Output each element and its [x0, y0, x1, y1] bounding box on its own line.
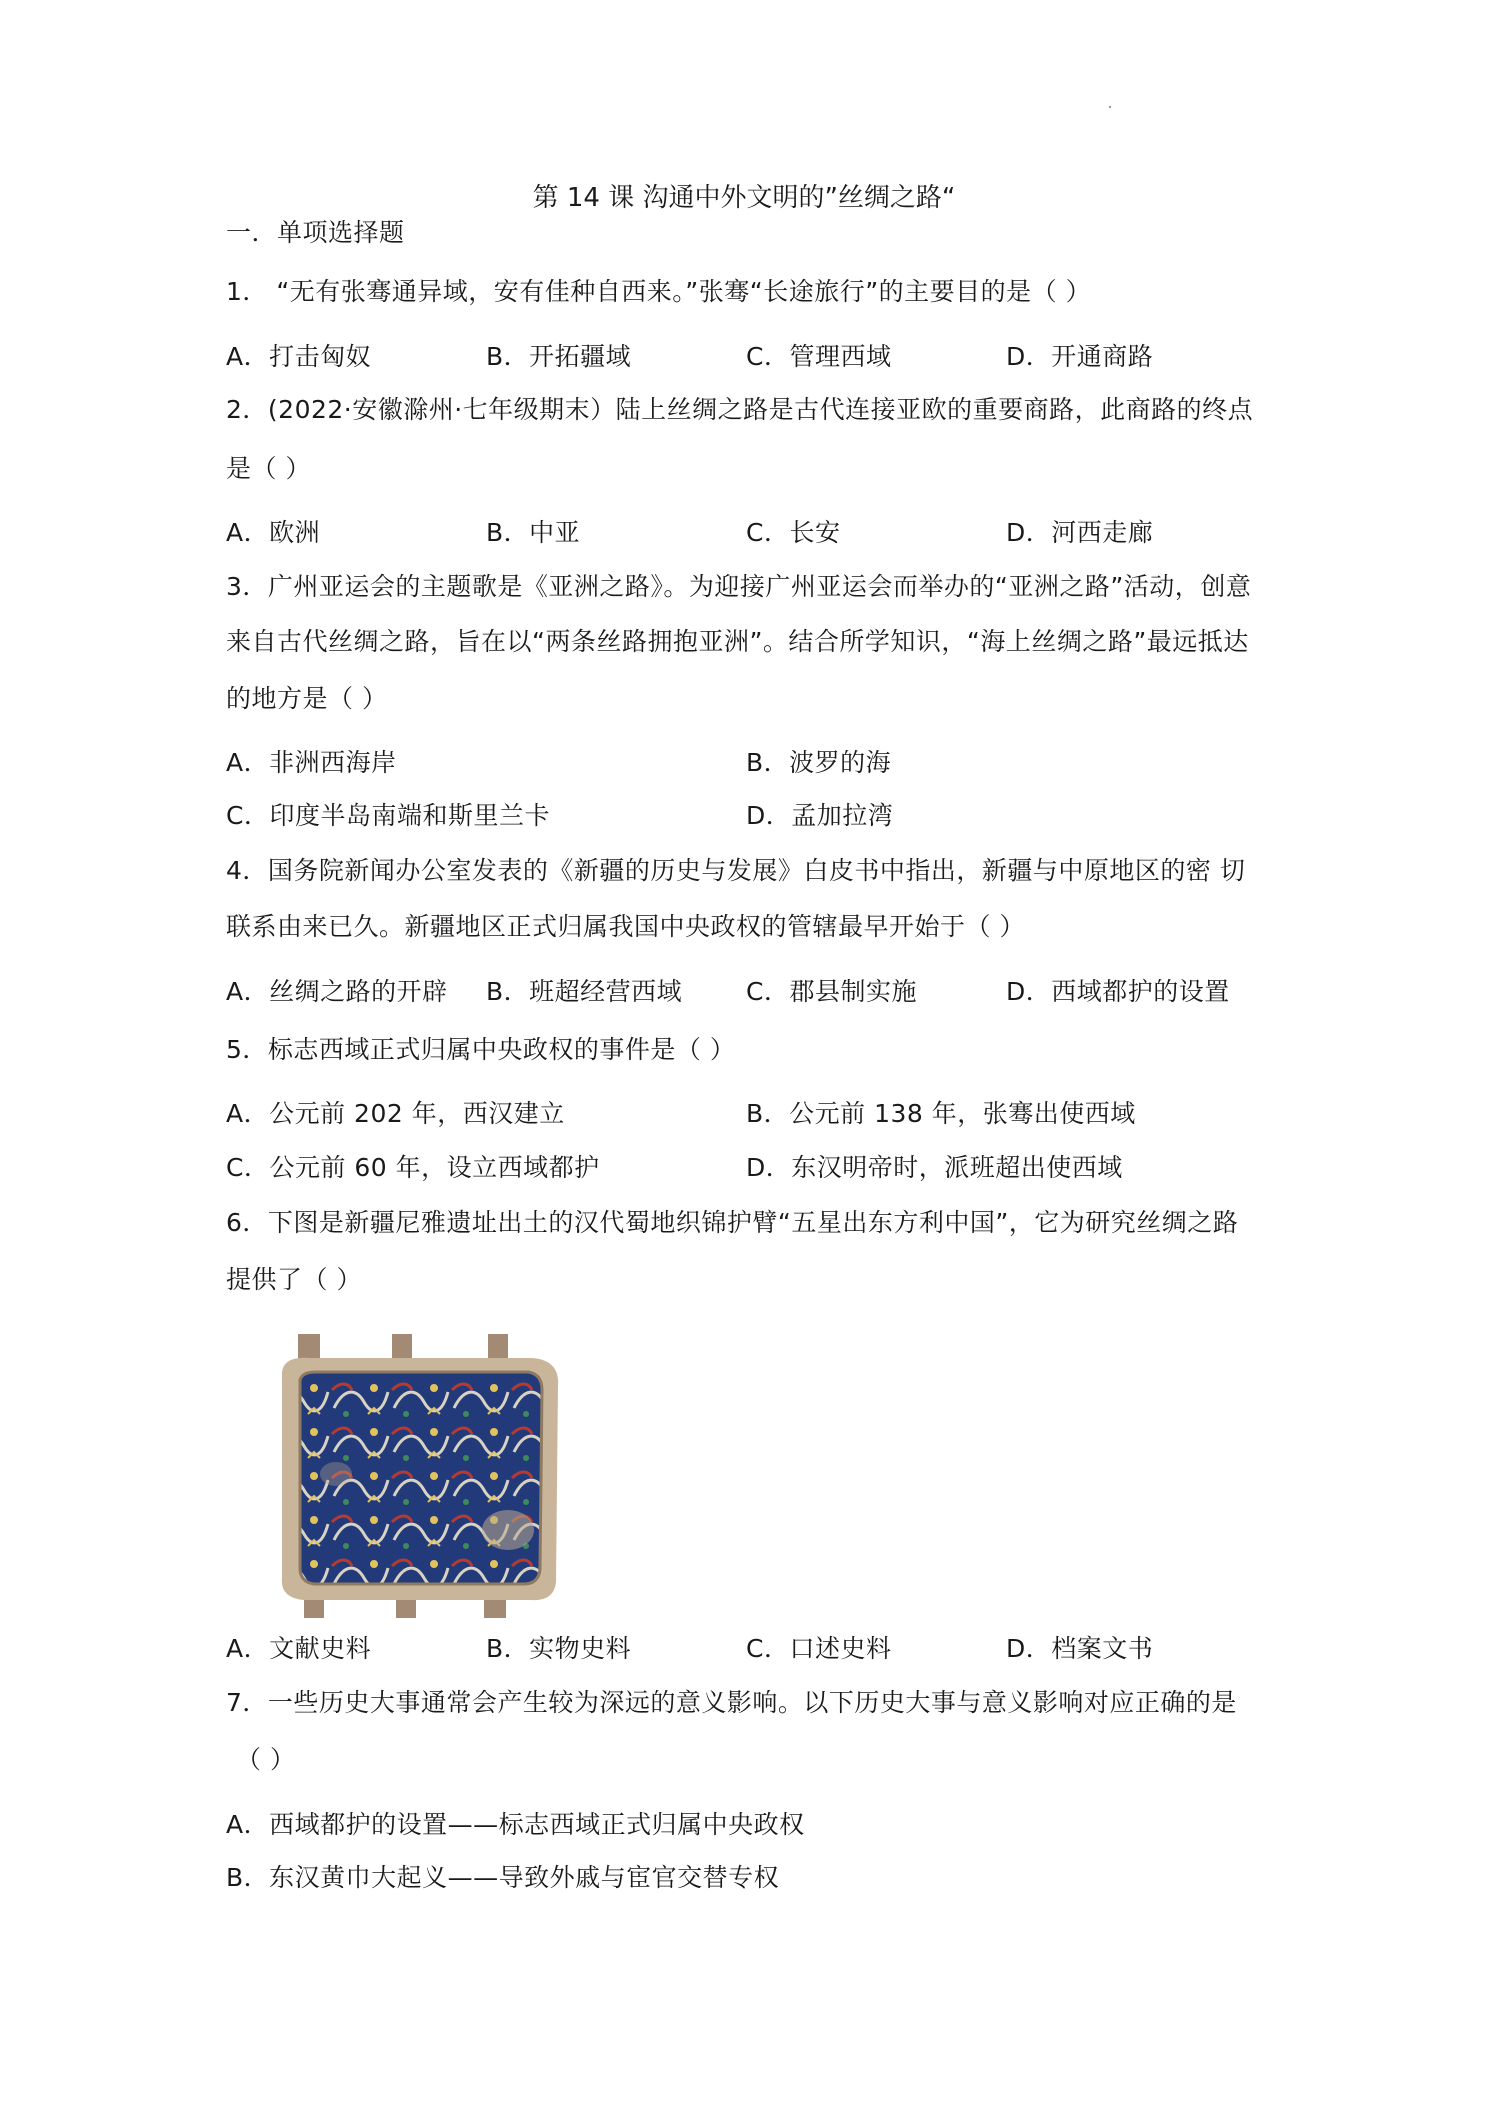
- question-stem-line: 3．广州亚运会的主题歌是《亚洲之路》。为迎接广州亚运会而举办的“亚洲之路”活动，创意: [226, 572, 1252, 601]
- option-d: D．开通商路: [1006, 342, 1154, 371]
- option-c: C．印度半岛南端和斯里兰卡: [226, 801, 550, 830]
- option-d: D．河西走廊: [1006, 518, 1154, 547]
- option-d: D．档案文书: [1006, 1634, 1154, 1663]
- question-stem-line: 来自古代丝绸之路，旨在以“两条丝路拥抱亚洲”。结合所学知识，“海上丝绸之路”最远抵达: [226, 627, 1249, 656]
- option-d: D．东汉明帝时，派班超出使西域: [746, 1153, 1123, 1182]
- option-d: D．西域都护的设置: [1006, 977, 1230, 1006]
- option-a: A．非洲西海岸: [226, 748, 397, 777]
- question-stem-line: 4．国务院新闻办公室发表的《新疆的历史与发展》白皮书中指出，新疆与中原地区的密 切: [226, 856, 1246, 885]
- brocade-armguard-image: [270, 1334, 570, 1618]
- option-b: B．实物史料: [486, 1634, 632, 1663]
- option-c: C．公元前 60 年，设立西域都护: [226, 1153, 600, 1182]
- option-c: C．郡县制实施: [746, 977, 917, 1006]
- question-stem-line: 提供了（ ）: [226, 1265, 362, 1294]
- option-a: A．西域都护的设置——标志西域正式归属中央政权: [226, 1810, 805, 1839]
- option-c: C．长安: [746, 518, 841, 547]
- scan-speck: [1109, 106, 1111, 108]
- question-stem-line: 1． “无有张骞通异域，安有佳种自西来。”张骞“长途旅行”的主要目的是（ ）: [226, 277, 1092, 306]
- option-b: B．公元前 138 年，张骞出使西域: [746, 1099, 1136, 1128]
- section-heading: 一．单项选择题: [226, 218, 405, 247]
- question-stem-line: 联系由来已久。新疆地区正式归属我国中央政权的管辖最早开始于（ ）: [226, 912, 1025, 941]
- brocade-armguard-photo-icon: [270, 1334, 570, 1618]
- option-b: B．班超经营西域: [486, 977, 683, 1006]
- question-stem-line: （ ）: [236, 1745, 296, 1774]
- option-b: B．开拓疆域: [486, 342, 632, 371]
- option-a: A．公元前 202 年，西汉建立: [226, 1099, 565, 1128]
- question-stem-line: 6．下图是新疆尼雅遗址出土的汉代蜀地织锦护臂“五星出东方利中国”，它为研究丝绸之路: [226, 1208, 1239, 1237]
- option-a: A．文献史料: [226, 1634, 372, 1663]
- option-b: B．东汉黄巾大起义——导致外戚与宦官交替专权: [226, 1863, 780, 1892]
- question-stem-line: 5．标志西域正式归属中央政权的事件是（ ）: [226, 1035, 736, 1064]
- option-d: D．孟加拉湾: [746, 801, 894, 830]
- option-b: B．中亚: [486, 518, 581, 547]
- question-stem-line: 2．(2022·安徽滁州·七年级期末）陆上丝绸之路是古代连接亚欧的重要商路，此商路的终点: [226, 395, 1254, 424]
- question-stem-line: 7．一些历史大事通常会产生较为深远的意义影响。以下历史大事与意义影响对应正确的是: [226, 1688, 1237, 1717]
- question-stem-line: 的地方是（ ）: [226, 684, 388, 713]
- page-title: 第 14 课 沟通中外文明的”丝绸之路“: [532, 183, 956, 213]
- option-a: A．丝绸之路的开辟: [226, 977, 448, 1006]
- option-c: C．口述史料: [746, 1634, 892, 1663]
- option-a: A．欧洲: [226, 518, 321, 547]
- option-a: A．打击匈奴: [226, 342, 372, 371]
- option-b: B．波罗的海: [746, 748, 892, 777]
- option-c: C．管理西域: [746, 342, 892, 371]
- question-stem-line: 是（ ）: [226, 454, 311, 483]
